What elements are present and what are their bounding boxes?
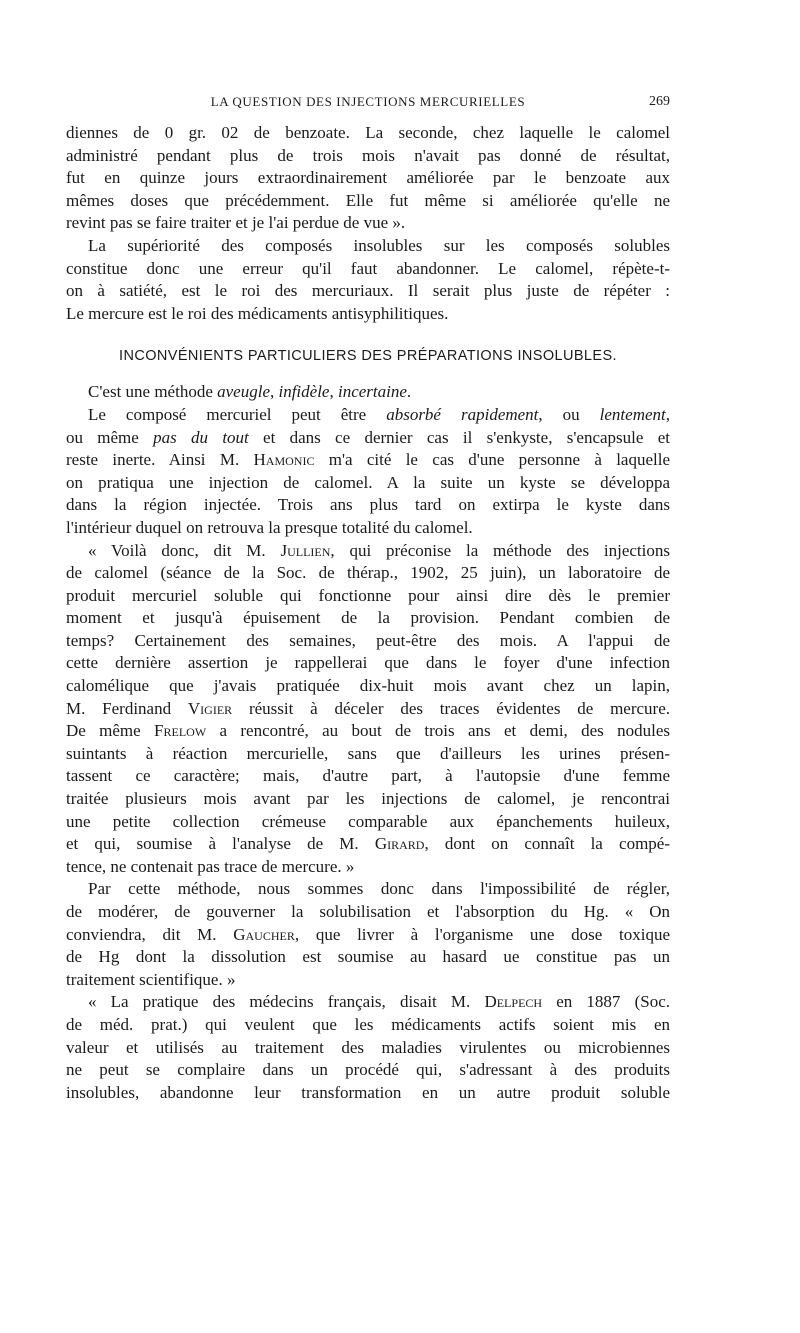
author-name: Girard <box>374 834 425 854</box>
text-line <box>66 540 670 563</box>
text-line: diennes de 0 gr. 02 de benzoate. La seconde, chez laquelle le calomel <box>66 123 670 142</box>
text-line: on à satiété, est le roi des mercuriaux. Il serait plus juste de répéter : <box>66 281 670 301</box>
emphasis: incertaine <box>337 382 407 402</box>
text-run: , <box>269 382 279 402</box>
text-line: constitue donc une erreur qu'il faut abandonner. Le calomel, répète-t- <box>66 258 670 278</box>
text-line: suintants à réaction mercurielle, sans que d'ailleurs les urines présen- <box>66 743 670 763</box>
text-line: dans la région injectée. Trois ans plus tard on extirpa le kyste dans <box>66 495 670 515</box>
text-line <box>66 427 670 450</box>
text-run: et dans ce dernier cas il s'enkyste, s'encapsule et <box>248 427 670 447</box>
text-run: , ou <box>538 404 600 424</box>
running-title: LA QUESTION DES INJECTIONS MERCURIELLES <box>210 94 526 109</box>
text-run: en 1887 (Soc. <box>542 992 670 1012</box>
text-line <box>66 833 670 856</box>
text-line: de Hg dont la dissolution est soumise au hasard ue constitue pas un <box>66 947 670 967</box>
paragraph-quote-delpech <box>66 991 670 1104</box>
text-run: , <box>329 382 338 402</box>
emphasis: infidèle <box>278 382 330 402</box>
paragraph-regulation <box>66 878 670 991</box>
text-line: cette dernière assertion je rappellerai que dans le foyer d'une infection <box>66 653 670 673</box>
text-run: conviendra, dit M. <box>66 924 234 944</box>
text-run: M. Ferdinand <box>66 698 188 718</box>
author-name: Delpech <box>484 992 543 1012</box>
text-line: de calomel (séance de la Soc. de thérap., 1902, 25 juin), un laboratoire de <box>66 563 670 583</box>
text-line: Le mercure est le roi des médicaments antisyphilitiques. <box>66 303 449 323</box>
text-line: de modérer, de gouverner la solubilisation et l'absorption du Hg. « On <box>66 902 670 921</box>
text-run: , <box>665 404 670 424</box>
text-line: tassent ce caractère; mais, d'autre part, à l'autopsie d'une femme <box>66 766 670 786</box>
text-line: fut en quinze jours extraordinairement améliorée par le benzoate aux <box>66 168 670 188</box>
text-run: a rencontré, au bout de trois ans et demi, des nodules <box>206 721 670 741</box>
paragraph-continuation <box>66 122 670 235</box>
text-line <box>66 698 670 721</box>
author-name: Hamonic <box>253 450 315 470</box>
paragraph-absorption <box>66 404 670 540</box>
text-line: calomélique que j'avais pratiquée dix-huit mois avant chez un lapin, <box>66 676 670 696</box>
text-line: on pratiqua une injection de calomel. A la suite un kyste se développa <box>66 472 670 492</box>
text-line: l'intérieur duquel on retrouva la presque totalité du calomel. <box>66 517 473 537</box>
author-name: Frelow <box>154 721 207 741</box>
text-line: revint pas se faire traiter et je l'ai perdue de vue ». <box>66 213 406 233</box>
text-line: produit mercuriel soluble qui fonctionne pour ainsi dire dès le premier <box>66 585 670 605</box>
emphasis: aveugle <box>217 382 270 402</box>
body-text <box>66 122 670 1104</box>
section-heading: INCONVÉNIENTS PARTICULIERS DES PRÉPARATIONS INSOLUBLES. <box>119 348 617 365</box>
text-run: m'a cité le cas d'une personne à laquelle <box>314 450 670 470</box>
text-line <box>66 381 670 404</box>
text-run: « La pratique des médecins français, disait M. <box>88 992 485 1012</box>
text-line <box>66 924 670 947</box>
text-run: , que livrer à l'organisme une dose toxique <box>294 924 670 944</box>
text-run: . <box>406 382 412 402</box>
text-line: insolubles, abandonne leur transformation en un autre produit soluble <box>66 1082 670 1102</box>
text-run: et qui, soumise à l'analyse de M. <box>66 834 375 854</box>
emphasis: pas du tout <box>153 427 249 447</box>
author-name: Jullien <box>280 540 331 560</box>
text-run: C'est une méthode <box>88 382 218 402</box>
text-line: temps? Certainement des semaines, peut-être des mois. A l'appui de <box>66 630 670 650</box>
text-run: , qui préconise la méthode des injections <box>330 540 670 560</box>
page-number: 269 <box>649 94 670 109</box>
text-run: ou même <box>66 427 154 447</box>
text-line: traitement scientifique. » <box>66 969 236 989</box>
text-run: De même <box>66 721 155 741</box>
text-line: administré pendant plus de trois mois n'avait pas donné de résultat, <box>66 145 670 165</box>
running-header <box>66 94 670 116</box>
text-line: traitée plusieurs mois avant par les injections de calomel, je rencontrai <box>66 789 670 809</box>
text-line <box>66 991 670 1014</box>
paragraph-method <box>66 381 670 404</box>
text-line: moment et jusqu'à épuisement de la provision. Pendant combien de <box>66 608 670 628</box>
author-name: Gaucher <box>233 924 295 944</box>
text-line: tence, ne contenait pas trace de mercure. » <box>66 856 355 876</box>
text-run: « Voilà donc, dit M. <box>88 540 281 560</box>
paragraph-quote-jullien <box>66 540 670 879</box>
text-line: de méd. prat.) qui veulent que les médicaments actifs soient mis en <box>66 1014 670 1034</box>
text-line: Par cette méthode, nous sommes donc dans l'impossibilité de régler, <box>88 879 670 899</box>
text-line: mêmes doses que précédemment. Elle fut même si améliorée qu'elle ne <box>66 190 670 210</box>
author-name: Vigier <box>187 698 233 718</box>
text-line: une petite collection crémeuse comparable aux épanchements huileux, <box>66 811 670 831</box>
text-line <box>66 404 670 427</box>
text-line: ne peut se complaire dans un procédé qui, s'adressant à des produits <box>66 1060 670 1080</box>
text-run: , dont on connaît la compé- <box>424 834 670 854</box>
emphasis: absorbé rapidement <box>386 404 539 424</box>
emphasis: lentement <box>599 404 666 424</box>
text-run: réussit à déceler des traces évidentes de mercure. <box>232 698 670 718</box>
text-line: valeur et utilisés au traitement des maladies virulentes ou microbiennes <box>66 1037 670 1057</box>
text-run: reste inerte. Ainsi M. <box>66 450 254 470</box>
text-line <box>66 449 670 472</box>
text-line: La supériorité des composés insolubles sur les composés solubles <box>88 235 670 255</box>
text-line <box>66 720 670 743</box>
text-run: Le composé mercuriel peut être <box>88 404 387 424</box>
paragraph-superiority <box>66 235 670 325</box>
